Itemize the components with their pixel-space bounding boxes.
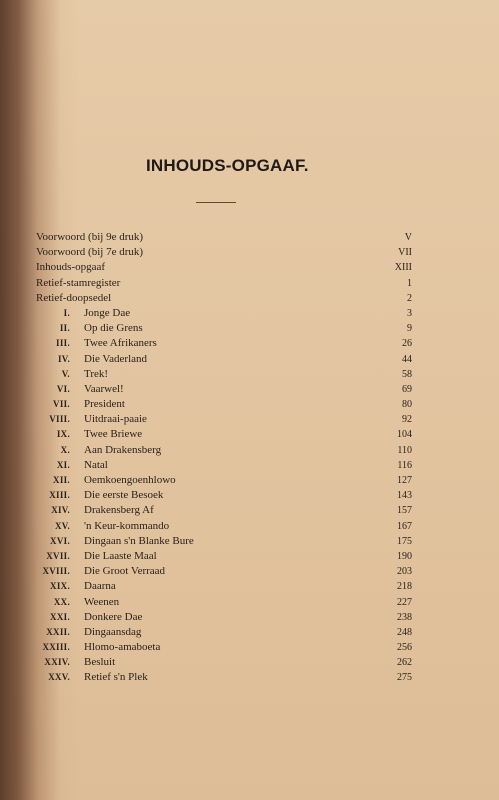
entry-title-text: 'n Keur-kommando xyxy=(84,519,170,532)
entry-title-text: Dingaan s'n Blanke Bure xyxy=(84,534,194,547)
entry-title xyxy=(36,245,382,260)
entry-title-text: President xyxy=(84,398,125,411)
toc-entry xyxy=(36,458,412,473)
chapter-number: XV. xyxy=(55,520,70,531)
page-number: 92 xyxy=(402,414,412,426)
toc-entry xyxy=(36,503,412,518)
toc-entry xyxy=(36,427,412,442)
toc-entry xyxy=(36,625,412,640)
entry-title xyxy=(84,336,382,351)
title-divider xyxy=(196,202,236,203)
chapter-number: XII. xyxy=(53,475,70,485)
chapter-number: XIX. xyxy=(50,581,70,592)
toc-entry xyxy=(36,291,412,306)
entry-title xyxy=(84,458,382,473)
toc-entry xyxy=(36,367,412,382)
page-number: 275 xyxy=(397,672,412,684)
toc-entry xyxy=(36,579,412,594)
page-number: 80 xyxy=(402,399,412,411)
toc-entry xyxy=(36,443,412,458)
entry-title xyxy=(36,291,382,306)
entry-title xyxy=(84,427,382,442)
page-number: VII xyxy=(398,247,412,259)
toc-entry xyxy=(36,245,412,260)
entry-title xyxy=(84,443,382,458)
entry-title-text: Die Groot Verraad xyxy=(84,565,166,578)
chapter-number: VII. xyxy=(53,399,70,410)
toc-entry xyxy=(36,336,412,351)
chapter-number: I. xyxy=(63,307,70,318)
entry-title-text: Vaarwel! xyxy=(84,382,124,395)
entry-title xyxy=(36,230,382,245)
page-number: 127 xyxy=(397,475,412,486)
page-number: XIII xyxy=(394,262,412,274)
entry-title xyxy=(84,534,382,549)
entry-title-text: Besluit xyxy=(84,656,116,669)
toc-entry xyxy=(36,670,412,685)
page-number: 157 xyxy=(397,505,412,517)
toc-entry xyxy=(36,260,412,275)
chapter-number: XVI. xyxy=(50,535,70,546)
page-number: 58 xyxy=(402,368,412,380)
page-number: V xyxy=(404,232,412,243)
toc-entry xyxy=(36,382,412,397)
entry-title-text: Oemkoengoenhlowo xyxy=(84,474,176,486)
entry-title xyxy=(84,412,382,427)
entry-title-text: Donkere Dae xyxy=(84,610,143,623)
chapter-number: II. xyxy=(59,323,70,334)
entry-title xyxy=(84,519,382,534)
entry-title xyxy=(84,473,382,488)
chapter-number: XXI. xyxy=(50,611,70,622)
entry-title-text: Jonge Dae xyxy=(84,306,131,319)
page-number: 143 xyxy=(397,490,412,502)
page-number: 167 xyxy=(397,520,412,532)
chapter-number: XIV. xyxy=(51,505,70,516)
chapter-number: XVIII. xyxy=(42,566,70,577)
entry-title-text: Voorwoord (bij 7e druk) xyxy=(36,246,144,259)
page-number: 190 xyxy=(397,550,412,562)
page-number: 262 xyxy=(397,657,412,669)
page-number: 248 xyxy=(397,626,412,638)
entry-title-text: Natal xyxy=(84,458,108,471)
page-number: 256 xyxy=(397,642,412,654)
chapter-number: VIII. xyxy=(49,414,70,425)
chapter-number: XIII. xyxy=(49,490,70,501)
chapter-number: V. xyxy=(61,368,70,379)
entry-title xyxy=(84,640,382,655)
page-number: 175 xyxy=(397,535,412,547)
chapter-number: XVII. xyxy=(46,550,70,561)
toc-entry xyxy=(36,655,412,670)
page-number: 104 xyxy=(397,429,412,441)
toc-entry xyxy=(36,321,412,336)
entry-title xyxy=(84,625,382,640)
chapter-number: IX. xyxy=(56,429,70,440)
entry-title xyxy=(84,503,382,518)
toc-entry xyxy=(36,473,412,488)
page-number: 26 xyxy=(402,338,412,350)
entry-title-text: Hlomo-amaboeta xyxy=(84,641,161,654)
page-number: 110 xyxy=(397,444,412,456)
page-number: 69 xyxy=(402,383,412,395)
toc-entry xyxy=(36,352,412,367)
entry-title xyxy=(84,655,382,670)
entry-title xyxy=(84,564,382,579)
entry-title-text: Twee Afrikaners xyxy=(84,337,157,350)
chapter-number: X. xyxy=(60,444,70,455)
chapter-number: XXIII. xyxy=(42,642,70,653)
toc-entry xyxy=(36,595,412,610)
entry-title-text: Retief s'n Plek xyxy=(84,671,148,684)
entry-title-text: Daarna xyxy=(84,580,116,593)
chapter-number: IV. xyxy=(58,353,70,364)
page-number: 116 xyxy=(397,459,412,471)
entry-title-text: Voorwoord (bij 9e druk) xyxy=(36,231,144,243)
page-number: 2 xyxy=(407,292,412,304)
toc-entry xyxy=(36,276,412,291)
entry-title xyxy=(84,579,382,594)
chapter-number: XXII. xyxy=(46,626,70,637)
toc-entry xyxy=(36,230,412,245)
page-number: 1 xyxy=(407,277,412,289)
entry-title xyxy=(84,397,382,412)
chapter-number: III. xyxy=(56,338,70,349)
entry-title-text: Retief-stamregister xyxy=(36,276,121,289)
entry-title-text: Drakensberg Af xyxy=(84,504,154,517)
entry-title-text: Die Vaderland xyxy=(84,352,148,365)
page-number: 218 xyxy=(397,581,412,593)
entry-title xyxy=(84,382,382,397)
entry-title xyxy=(36,260,382,275)
entry-title-text: Uitdraai-paaie xyxy=(84,413,147,426)
toc-entry xyxy=(36,610,412,625)
entry-title-text: Twee Briewe xyxy=(84,428,143,441)
entry-title-text: Op die Grens xyxy=(84,322,143,335)
page-number: 238 xyxy=(397,611,412,623)
entry-title xyxy=(84,595,382,610)
table-of-contents xyxy=(36,230,412,686)
toc-entry xyxy=(36,397,412,412)
toc-entry xyxy=(36,412,412,427)
chapter-number: XX. xyxy=(53,596,70,607)
chapter-number: XI. xyxy=(56,459,70,470)
page-number: 3 xyxy=(407,307,412,319)
chapter-number: XXV. xyxy=(48,672,70,683)
page-number: 44 xyxy=(402,353,412,365)
entry-title xyxy=(84,488,382,503)
chapter-number: XXIV. xyxy=(44,657,70,668)
entry-title xyxy=(84,352,382,367)
page-number: 227 xyxy=(397,596,412,608)
toc-entry xyxy=(36,306,412,321)
page-title: INHOUDS-OPGAAF. xyxy=(146,156,309,175)
entry-title-text: Weenen xyxy=(84,595,120,608)
toc-entry xyxy=(36,640,412,655)
toc-entry xyxy=(36,488,412,503)
page-number: 9 xyxy=(407,323,412,335)
entry-title xyxy=(84,670,382,685)
entry-title xyxy=(84,306,382,321)
toc-entry xyxy=(36,564,412,579)
entry-title xyxy=(84,610,382,625)
entry-title-text: Inhouds-opgaaf xyxy=(36,261,106,274)
entry-title-text: Retief-doopsedel xyxy=(36,291,112,304)
entry-title xyxy=(36,276,382,291)
toc-entry xyxy=(36,519,412,534)
page-number: 203 xyxy=(397,566,412,578)
entry-title-text: Trek! xyxy=(84,367,109,380)
entry-title xyxy=(84,321,382,336)
chapter-number: VI. xyxy=(56,383,70,394)
entry-title-text: Die Laaste Maal xyxy=(84,549,157,562)
entry-title xyxy=(84,549,382,564)
toc-entry xyxy=(36,534,412,549)
toc-entry xyxy=(36,549,412,564)
entry-title-text: Die eerste Besoek xyxy=(84,489,164,502)
entry-title-text: Dingaansdag xyxy=(84,625,142,638)
entry-title xyxy=(84,367,382,382)
entry-title-text: Aan Drakensberg xyxy=(84,443,162,456)
